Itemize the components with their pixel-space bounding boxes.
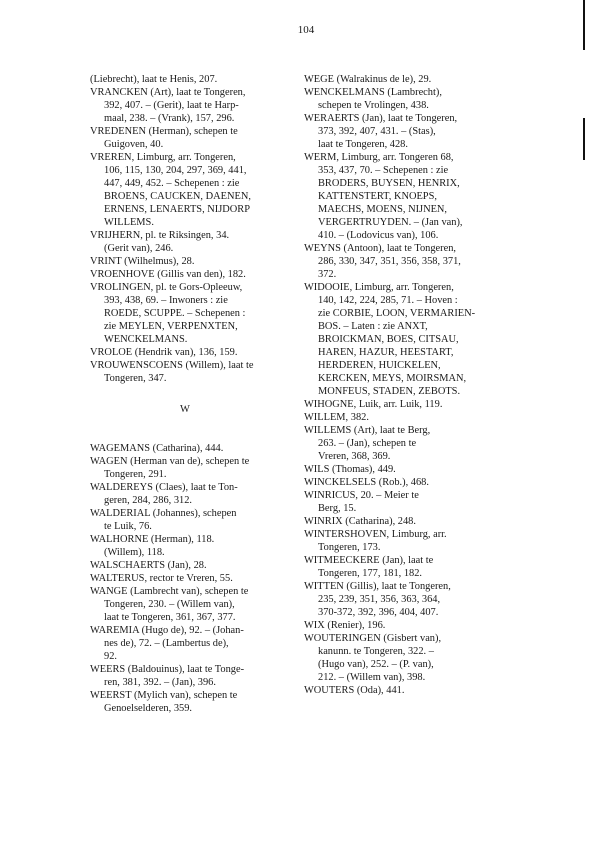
index-entry: VREREN, Limburg, arr. Tongeren, 106, 115, 130, 204, 297, 369, 441, 447, 449, 452. – Schepenen : zie BROENS, CAUCKEN, DAENEN, ERNENS, LENAERTS, NIJDORP WILLEMS. — [90, 152, 251, 228]
index-entry: WINCKELSELS (Rob.), 468. — [304, 477, 429, 488]
section-letter-heading: W — [180, 404, 190, 415]
index-entry: WINRICUS, 20. – Meier te Berg, 15. — [304, 490, 419, 514]
index-entry: WALHORNE (Herman), 118. (Willem), 118. — [90, 534, 215, 558]
index-entries-v — [90, 73, 280, 385]
page-number: 104 — [297, 24, 315, 36]
index-entry: WALDEREYS (Claes), laat te Ton- geren, 284, 286, 312. — [90, 482, 238, 506]
index-entry: VROENHOVE (Gillis van den), 182. — [90, 269, 246, 280]
index-entry: WANGE (Lambrecht van), schepen te Tongeren, 230. – (Willem van), laat te Tongeren, 361, 367, 377. — [90, 586, 249, 623]
index-entry: WOUTERINGEN (Gisbert van), kanunn. te Tongeren, 322. – (Hugo van), 252. – (P. van), 212. – (Willem van), 398. — [304, 633, 442, 683]
index-entry: WALSCHAERTS (Jan), 28. — [90, 560, 207, 571]
index-entry: WALTERUS, rector te Vreren, 55. — [90, 573, 233, 584]
index-entry: WILLEMS (Art), laat te Berg, 263. – (Jan), schepen te Vreren, 368, 369. — [304, 425, 431, 462]
index-entries-w-continued — [304, 73, 494, 697]
index-entry: WIDOOIE, Limburg, arr. Tongeren, 140, 142, 224, 285, 71. – Hoven : zie CORBIE, LOON, VERMARIEN- BOS. – Laten : zie ANXT, BROICKMAN, BOES, CITSAU, HAREN, HAZUR, HEESTART, HERDEREN, HUICKELEN, KERCKEN, MEYS, MOIRSMAN, MONFEUS, STADEN, ZEBOTS. — [304, 282, 476, 397]
index-entry: WINRIX (Catharina), 248. — [304, 516, 416, 527]
index-entry: VRIJHERN, pl. te Riksingen, 34. (Gerit van), 246. — [90, 230, 230, 254]
index-entry: WILS (Thomas), 449. — [304, 464, 396, 475]
index-entry: VRINT (Wilhelmus), 28. — [90, 256, 195, 267]
index-entry: WAGEN (Herman van de), schepen te Tongeren, 291. — [90, 456, 250, 480]
index-entry: WILLEM, 382. — [304, 412, 369, 423]
index-entry: WENCKELMANS (Lambrecht), schepen te Vrolingen, 438. — [304, 87, 442, 111]
index-entry: VROUWENSCOENS (Willem), laat te Tongeren, 347. — [90, 360, 254, 384]
index-entries-w — [90, 442, 280, 715]
index-entry: WOUTERS (Oda), 441. — [304, 685, 405, 696]
index-entry: WAGEMANS (Catharina), 444. — [90, 443, 224, 454]
index-entry: WEYNS (Antoon), laat te Tongeren, 286, 330, 347, 351, 356, 358, 371, 372. — [304, 243, 461, 280]
index-entry: VROLOE (Hendrik van), 136, 159. — [90, 347, 238, 358]
index-entry: WEERS (Baldouinus), laat te Tonge- ren, 381, 392. – (Jan), 396. — [90, 664, 245, 688]
scan-edge-mark — [583, 118, 585, 160]
index-entry: VROLINGEN, pl. te Gors-Opleeuw, 393, 438, 69. – Inwoners : zie ROEDE, SCUPPE. – Schepenen : zie MEYLEN, VERPENXTEN, WENCKELMANS. — [90, 282, 246, 345]
index-column-right — [304, 73, 494, 697]
index-entry: WIX (Renier), 196. — [304, 620, 386, 631]
index-entry: WEGE (Walrakinus de le), 29. — [304, 74, 432, 85]
index-entry: WALDERIAL (Johannes), schepen te Luik, 76. — [90, 508, 237, 532]
index-entry: WERM, Limburg, arr. Tongeren 68, 353, 437, 70. – Schepenen : zie BRODERS, BUYSEN, HENRIX, KATTENSTERT, KNOEPS, MAECHS, MOENS, NIJNEN, VERGERTRUYDEN. – (Jan van), 410. – (Lodovicus van), 106. — [304, 152, 463, 241]
index-entry: WITTEN (Gillis), laat te Tongeren, 235, 239, 351, 356, 363, 364, 370-372, 392, 396, 404, 407. — [304, 581, 451, 618]
index-entry: VREDENEN (Herman), schepen te Guigoven, 40. — [90, 126, 238, 150]
index-entry: VRANCKEN (Art), laat te Tongeren, 392, 407. – (Gerit), laat te Harp- maal, 238. – (Vrank), 157, 296. — [90, 87, 246, 124]
index-entry: WIHOGNE, Luik, arr. Luik, 119. — [304, 399, 443, 410]
index-entry: (Liebrecht), laat te Henis, 207. — [90, 74, 218, 85]
index-entry: WINTERSHOVEN, Limburg, arr. Tongeren, 173. — [304, 529, 447, 553]
index-entry: WITMEECKERE (Jan), laat te Tongeren, 177, 181, 182. — [304, 555, 434, 579]
index-entry: WEERST (Mylich van), schepen te Genoelselderen, 359. — [90, 690, 238, 714]
index-entry: WAREMIA (Hugo de), 92. – (Johan- nes de), 72. – (Lambertus de), 92. — [90, 625, 244, 662]
index-entry: WERAERTS (Jan), laat te Tongeren, 373, 392, 407, 431. – (Stas), laat te Tongeren, 428. — [304, 113, 458, 150]
index-column-left — [90, 73, 280, 715]
